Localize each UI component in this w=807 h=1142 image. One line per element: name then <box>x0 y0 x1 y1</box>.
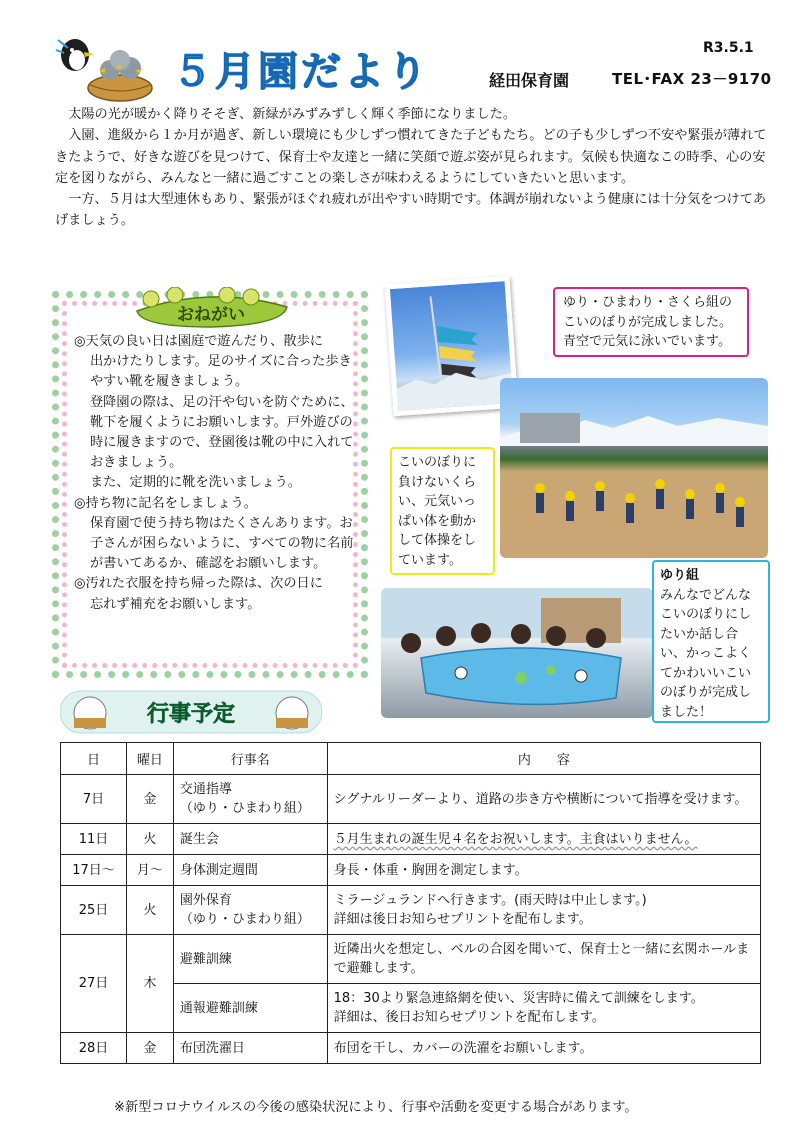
cell-day: 27日 <box>61 935 127 1033</box>
content-line: 詳細は、後日お知らせプリントを配布します。 <box>333 1010 605 1025</box>
header-content: 内 容 <box>327 743 760 775</box>
intro-paragraph: 太陽の光が暖かく降りそそぎ、新緑がみずみずしく輝く季節になりました。 <box>68 107 517 122</box>
cell-event: 通報避難訓練 <box>173 984 327 1033</box>
cell-content <box>327 984 760 1033</box>
playground-exercise-photo <box>500 378 768 558</box>
cell-content: 近隣出火を想定し、ベルの合図を聞いて、保育士と一緒に玄関ホールまで避難します。 <box>327 935 760 984</box>
cell-dow: 金 <box>126 775 173 824</box>
cell-dow: 火 <box>126 824 173 855</box>
event-sub: （ゆり・ひまわり組） <box>179 801 310 816</box>
yuri-class-koinobori-photo <box>381 588 653 718</box>
table-row <box>61 775 761 824</box>
tel-fax: TEL･FAX 23－9170 <box>612 70 772 88</box>
content-line: ミラージュランドへ行きます。(雨天時は中止します。) <box>333 893 647 908</box>
cell-event: 避難訓練 <box>173 935 327 984</box>
page-title: ５月園だより <box>172 49 430 95</box>
issue-date: R3.5.1 <box>703 40 754 56</box>
onegai-item-text: 保育園で使う持ち物はたくさんあります。お子さんが困らないように、すべての物に名前が書いてあるか、確認をお願いします。 <box>90 515 354 572</box>
intro-text <box>55 104 767 232</box>
onegai-item-text: 出かけたりします。足のサイズに合った歩きやすい靴を履きましょう。 <box>90 354 352 390</box>
event-name: 園外保育 <box>179 893 232 908</box>
table-row <box>61 855 761 886</box>
table-header-row <box>61 743 761 775</box>
school-name: 経田保育園 <box>489 71 570 90</box>
cell-event <box>173 886 327 935</box>
callout-text: みんなでどんなこいのぼりにしたいか話し合い、かっこよくてかわいいこいのぼりが完成しました！ <box>660 587 752 720</box>
onegai-item-text: 登降園の際は、足の汗や匂いを防ぐために、靴下を履くようにお願いします。戸外遊びの時に履きますので、登園後は靴の中に入れておきましょう。 <box>90 394 354 471</box>
callout-exercise: こいのぼりに負けないくらい、元気いっぱい体を動かして体操をしています。 <box>390 447 495 575</box>
event-name: 交通指導 <box>179 782 232 797</box>
cell-event: 布団洗濯日 <box>173 1033 327 1064</box>
cell-content: 身長・体重・胸囲を測定します。 <box>327 855 760 886</box>
cell-day: 7日 <box>61 775 127 824</box>
cell-day: 25日 <box>61 886 127 935</box>
cell-dow: 木 <box>126 935 173 1033</box>
table-row <box>61 935 761 984</box>
cell-content <box>327 886 760 935</box>
onegai-list <box>74 332 364 615</box>
footer-note: ※新型コロナウイルスの今後の感染状況により、行事や活動を変更する場合があります。 <box>114 1100 638 1115</box>
cell-content: シグナルリーダーより、道路の歩き方や横断について指導を受けます。 <box>327 775 760 824</box>
cell-day: 28日 <box>61 1033 127 1064</box>
onegai-item <box>74 494 364 575</box>
event-sub: （ゆり・ひまわり組） <box>179 912 310 927</box>
schedule-title: 行事予定 <box>146 702 236 727</box>
table-row <box>61 1033 761 1064</box>
cell-event <box>173 775 327 824</box>
cell-content: ５月生まれの誕生児４名をお祝いします。主食はいりません。 <box>327 824 760 855</box>
content-line: 詳細は後日お知らせプリントを配布します。 <box>333 912 592 927</box>
intro-paragraph: 一方、５月は大型連休もあり、緊張がほぐれ疲れが出やすい時期です。体調が崩れないよう健康には十分気をつけてあげましょう。 <box>55 192 767 229</box>
cell-content: 布団を干し、カバーの洗濯をお願いします。 <box>327 1033 760 1064</box>
onegai-item <box>74 574 364 614</box>
cell-dow: 月～ <box>126 855 173 886</box>
cell-day: 17日～ <box>61 855 127 886</box>
header-event: 行事名 <box>173 743 327 775</box>
onegai-item-text: ◎持ち物に記名をしましょう。 <box>74 495 257 511</box>
cell-event: 身体測定週間 <box>173 855 327 886</box>
table-row <box>61 824 761 855</box>
header-day: 日 <box>61 743 127 775</box>
onegai-item-text: ◎汚れた衣服を持ち帰った際は、次の日に <box>74 576 323 592</box>
onegai-item-text: また、定期的に靴を洗いましょう。 <box>90 475 301 491</box>
schedule-banner <box>60 688 322 736</box>
koinobori-sky-photo <box>385 276 519 416</box>
onegai-banner <box>131 287 291 329</box>
schedule-table <box>60 742 761 1064</box>
callout-koinobori-complete: ゆり・ひまわり・さくら組のこいのぼりが完成しました。青空で元気に泳いでいます。 <box>553 287 749 357</box>
onegai-item-text: ◎天気の良い日は園庭で遊んだり、散歩に <box>74 334 323 349</box>
table-row <box>61 886 761 935</box>
onegai-item <box>74 332 364 494</box>
cell-dow: 金 <box>126 1033 173 1064</box>
callout-lead: ゆり組 <box>660 568 700 583</box>
cell-event: 誕生会 <box>173 824 327 855</box>
cell-day: 11日 <box>61 824 127 855</box>
content-line: 18：30より緊急連絡網を使い、災害時に備えて訓練をします。 <box>333 991 704 1006</box>
onegai-item-text: 忘れず補充をお願いします。 <box>90 596 261 612</box>
callout-yuri-class <box>652 560 770 723</box>
intro-paragraph: 入園、進級から１か月が過ぎ、新しい環境にも少しずつ慣れてきた子どもたち。どの子も少しずつ不安や緊張が薄れてきたようで、好きな遊びを見つけて、保育士や友達と一緒に笑顔で遊ぶ姿が見られます。気候も快適なこの時季、心の安定を図りながら、みんなと一緒に過ごすことの楽しさが味わえるようにしていきたいと思います。 <box>55 128 767 186</box>
cell-dow: 火 <box>126 886 173 935</box>
header-dow: 曜日 <box>126 743 173 775</box>
onegai-title: おねがい <box>177 305 245 325</box>
bird-nest-logo-icon <box>50 30 160 105</box>
